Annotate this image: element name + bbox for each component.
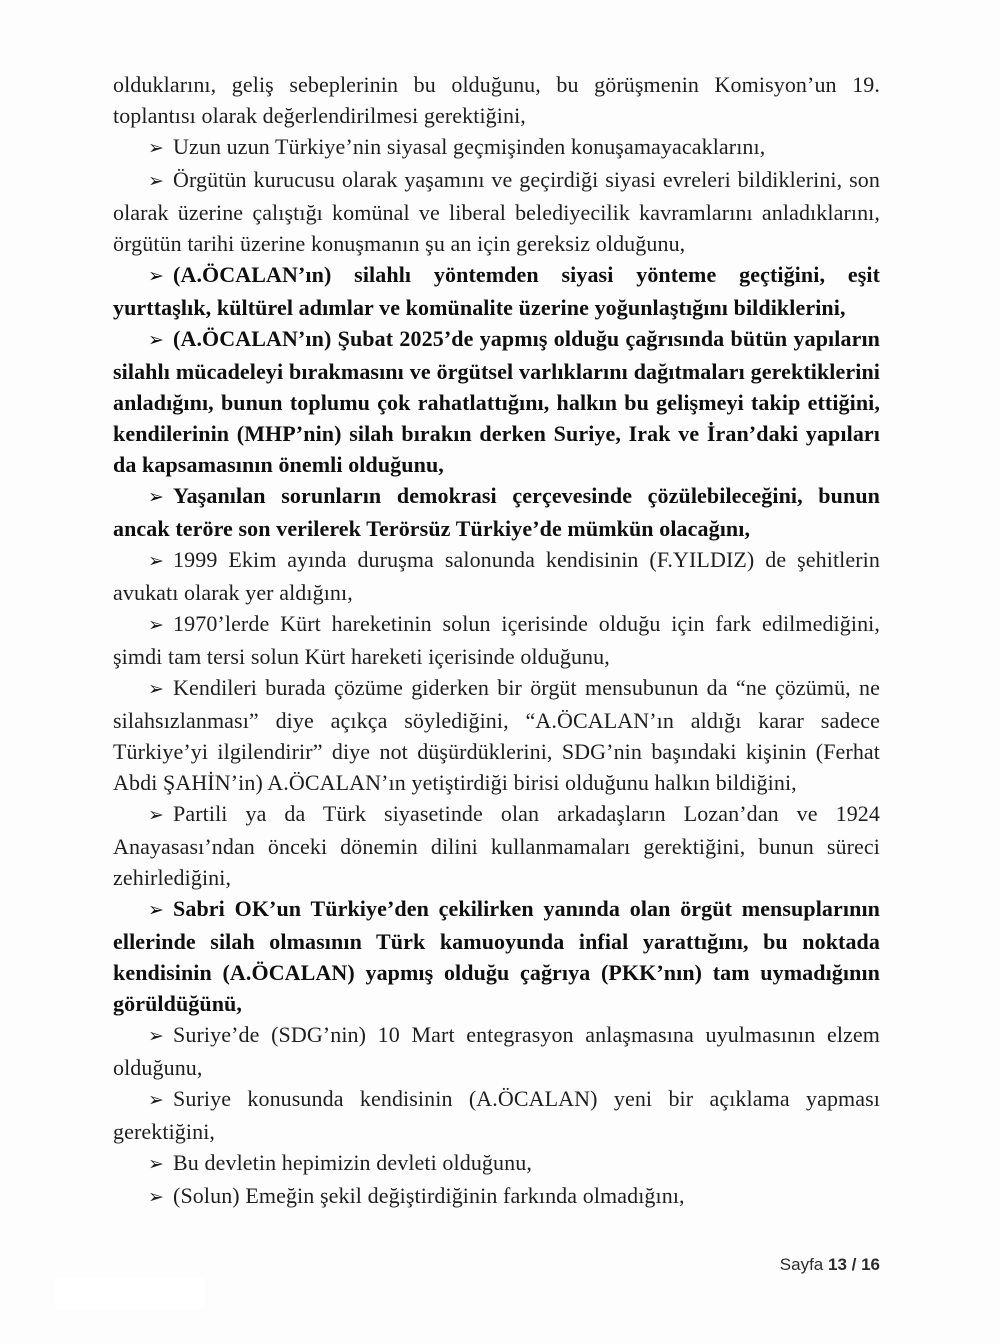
bullet-arrow-icon: ➢ <box>148 137 165 159</box>
bullet-text: (A.ÖCALAN’ın) silahlı yöntemden siyasi yönteme geçtiğini, eşit yurttaşlık, kültürel adımlar ve komünalite üzerine yoğunlaştığını bildiklerini, <box>113 262 880 320</box>
bullet-arrow-icon: ➢ <box>148 1025 165 1047</box>
bullet-item <box>113 544 880 608</box>
bullet-arrow-icon: ➢ <box>148 550 165 572</box>
bullet-text: Kendileri burada çözüme giderken bir örgüt mensubunun da “ne çözümü, ne silahsızlanması” diye açıkça söylediğini, “A.ÖCALAN’ın aldığı karar sadece Türkiye’yi ilgilendirir” diye not düşürdüklerini, SDG’nin başındaki kişinin (Ferhat Abdi ŞAHİN’in) A.ÖCALAN’ın yetiştirdiği birisi olduğunu halkın bildiğini, <box>113 675 880 795</box>
bullet-item <box>113 164 880 259</box>
bullet-item <box>113 259 880 323</box>
bullet-arrow-icon: ➢ <box>148 614 165 636</box>
bullet-item <box>113 131 880 164</box>
document-body <box>113 69 880 1213</box>
bullet-arrow-icon: ➢ <box>148 1153 165 1175</box>
bullet-item <box>113 1180 880 1213</box>
bullet-text: Uzun uzun Türkiye’nin siyasal geçmişinden konuşamayacaklarını, <box>173 134 766 159</box>
page-number: 13 / 16 <box>828 1255 880 1274</box>
bullet-item <box>113 1019 880 1083</box>
bullet-text: 1999 Ekim ayında duruşma salonunda kendisinin (F.YILDIZ) de şehitlerin avukatı olarak yer aldığını, <box>113 547 880 605</box>
bullet-item <box>113 608 880 672</box>
bullet-item <box>113 893 880 1019</box>
bullet-text: Bu devletin hepimizin devleti olduğunu, <box>173 1150 532 1175</box>
bullet-arrow-icon: ➢ <box>148 1089 165 1111</box>
bullet-item <box>113 798 880 893</box>
bullet-item <box>113 323 880 480</box>
bullet-text: Örgütün kurucusu olarak yaşamını ve geçirdiği siyasi evreleri bildiklerini, son olarak üzerine çalıştığı komünal ve liberal belediyecilik kavramlarını anladıklarını, örgütün tarihi üzerine konuşmanın şu an için gereksiz olduğunu, <box>113 167 880 256</box>
bullet-item <box>113 672 880 798</box>
bullet-arrow-icon: ➢ <box>148 899 165 921</box>
bullet-arrow-icon: ➢ <box>148 265 165 287</box>
bullet-text: Yaşanılan sorunların demokrasi çerçevesinde çözülebileceğini, bunun ancak teröre son verilerek Terörsüz Türkiye’de mümkün olacağını, <box>113 483 880 541</box>
bullet-text: Sabri OK’un Türkiye’den çekilirken yanında olan örgüt mensuplarının ellerinde silah olmasının Türk kamuoyunda infial yarattığını, bu noktada kendisinin (A.ÖCALAN) yapmış olduğu çağrıya (PKK’nın) tam uymadığının görüldüğünü, <box>113 896 880 1016</box>
paragraph-text: olduklarını, geliş sebeplerinin bu olduğunu, bu görüşmenin Komisyon’un 19. toplantısı olarak değerlendirilmesi gerektiğini, <box>113 72 880 128</box>
bullet-text: Partili ya da Türk siyasetinde olan arkadaşların Lozan’dan ve 1924 Anayasası’ndan önceki dönemin dilini kullanmamaları gerektiğini, bunun süreci zehirlediğini, <box>113 801 880 890</box>
bullet-arrow-icon: ➢ <box>148 678 165 700</box>
bullet-text: Suriye’de (SDG’nin) 10 Mart entegrasyon anlaşmasına uyulmasının elzem olduğunu, <box>113 1022 880 1080</box>
bullet-item <box>113 480 880 544</box>
footer-label: Sayfa <box>779 1255 824 1274</box>
bullet-item <box>113 1147 880 1180</box>
bullet-arrow-icon: ➢ <box>148 486 165 508</box>
bullet-item <box>113 1083 880 1147</box>
scan-white-patch <box>55 1278 205 1310</box>
bullet-arrow-icon: ➢ <box>148 329 165 351</box>
bullet-text: (Solun) Emeğin şekil değiştirdiğinin farkında olmadığını, <box>173 1183 685 1208</box>
paragraph-continuation <box>113 69 880 131</box>
bullet-text: 1970’lerde Kürt hareketinin solun içerisinde olduğu için fark edilmediğini, şimdi tam tersi solun Kürt hareketi içerisinde olduğunu, <box>113 611 880 669</box>
page-footer <box>780 1255 880 1275</box>
bullet-text: Suriye konusunda kendisinin (A.ÖCALAN) yeni bir açıklama yapması gerektiğini, <box>113 1086 880 1144</box>
bullet-text: (A.ÖCALAN’ın) Şubat 2025’de yapmış olduğu çağrısında bütün yapıların silahlı mücadeleyi bırakmasını ve örgütsel varlıklarını dağıtmaları gerektiklerini anladığını, bunun toplumu çok rahatlattığını, halkın bu gelişmeyi takip ettiğini, kendilerinin (MHP’nin) silah bırakın derken Suriye, Irak ve İran’daki yapıları da kapsamasının önemli olduğunu, <box>113 326 880 477</box>
bullet-arrow-icon: ➢ <box>148 170 165 192</box>
bullet-arrow-icon: ➢ <box>148 804 165 826</box>
bullet-arrow-icon: ➢ <box>148 1186 165 1208</box>
